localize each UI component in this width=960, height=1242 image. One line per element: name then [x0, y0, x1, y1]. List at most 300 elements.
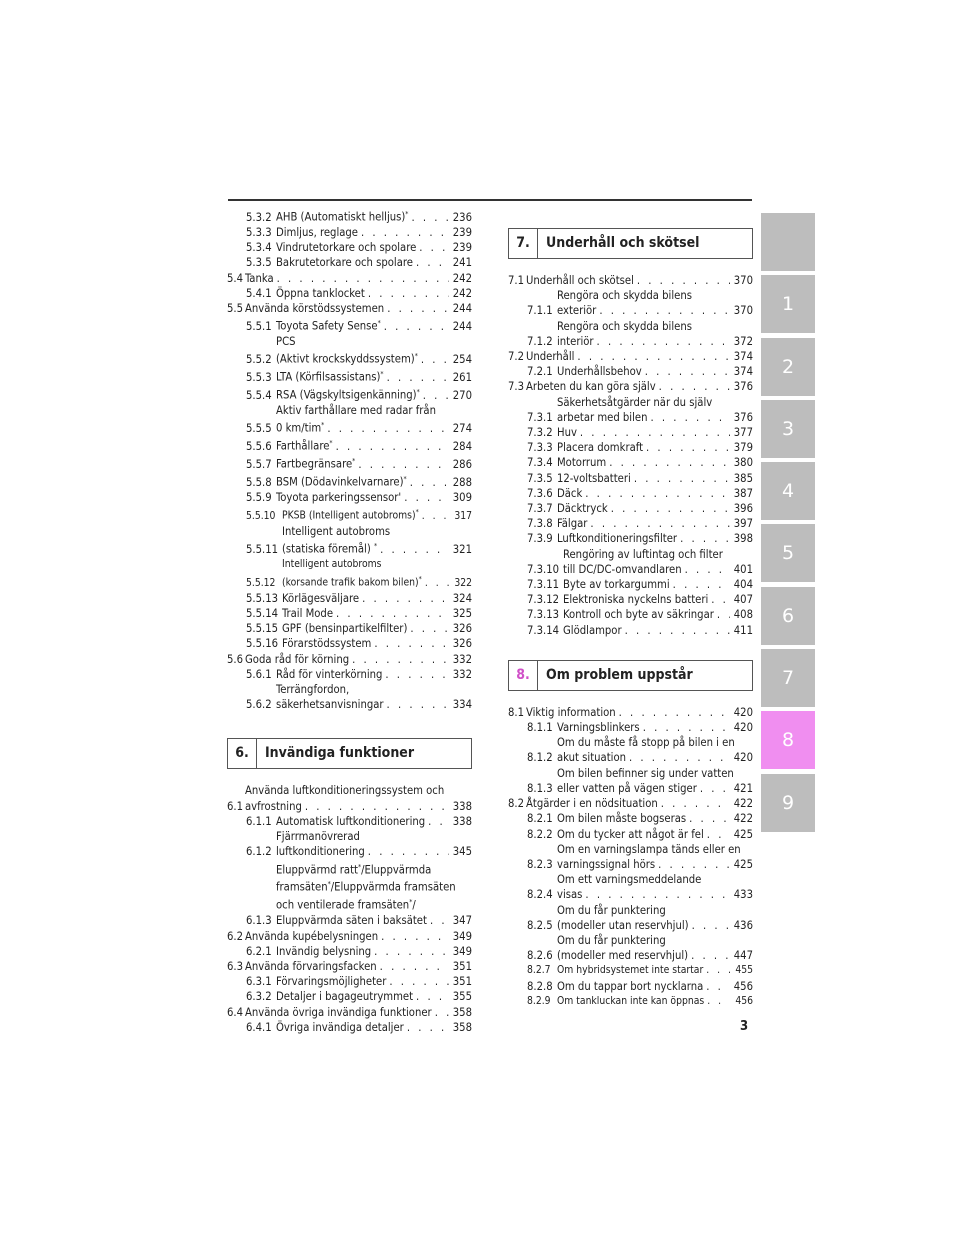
toc-entry[interactable] — [227, 1020, 472, 1035]
entry-number: 8.1 — [508, 705, 525, 719]
entry-page: 376 — [733, 410, 753, 424]
chapter-tab-2[interactable]: 2 — [761, 338, 815, 396]
toc-entry[interactable] — [508, 592, 753, 607]
leader-dots — [643, 720, 730, 735]
entry-title: Motorrum — [557, 456, 607, 470]
entry-page: 425 — [733, 857, 753, 871]
entry-number: 5.6 — [227, 652, 244, 666]
entry-page: 376 — [733, 380, 753, 394]
entry-number: 8.1.2 — [527, 751, 553, 765]
entry-page: 455 — [735, 964, 753, 977]
entry-page: 244 — [452, 319, 472, 333]
toc-entry[interactable] — [508, 607, 753, 622]
entry-number: 5.6.1 — [246, 667, 272, 681]
leader-dots — [385, 667, 449, 682]
entry-title: (Aktivt krockskyddssystem)* — [276, 352, 418, 367]
entry-title: (modeller med reservhjul) — [557, 949, 689, 963]
toc-entry[interactable] — [508, 319, 753, 349]
chapter-tab-blank[interactable] — [761, 213, 815, 271]
entry-number: 7.3.3 — [527, 441, 553, 455]
toc-list-5 — [227, 207, 472, 712]
entry-page: 326 — [452, 637, 472, 651]
entry-title: Om en varningslampa tänds eller en — [557, 842, 741, 856]
toc-entry[interactable] — [508, 516, 753, 531]
toc-entry[interactable] — [508, 395, 753, 425]
entry-title: Fjärrmanövrerad — [276, 830, 360, 844]
entry-number: 5.6.2 — [246, 698, 272, 712]
entry-number: 7.1.1 — [527, 304, 553, 318]
entry-number: 6.1.3 — [246, 914, 272, 928]
entry-title: Fartbegränsare* — [276, 457, 356, 471]
section-number: 7. — [509, 229, 538, 258]
leader-dots — [689, 811, 730, 826]
entry-title: Terrängfordon, — [276, 683, 350, 697]
entry-number: 6.2.1 — [246, 944, 272, 958]
entry-title: PKSB (Intelligent autobroms)* — [282, 508, 419, 522]
leader-dots — [634, 471, 730, 486]
toc-left-column — [227, 207, 472, 1035]
entry-title: Fälgar — [557, 517, 588, 531]
toc-entry[interactable] — [227, 505, 472, 524]
toc-entry[interactable] — [508, 903, 753, 933]
toc-entry[interactable] — [508, 872, 753, 902]
entry-title: Om du måste få stopp på bilen i en — [557, 736, 735, 750]
entry-title: Säkerhetsåtgärder när du själv — [557, 395, 713, 409]
leader-dots — [425, 576, 449, 591]
entry-title: Om du tappar bort nycklarna — [557, 979, 704, 993]
entry-number: 7.1 — [508, 274, 525, 287]
entry-title: Glödlampor — [563, 623, 622, 637]
leader-dots — [368, 844, 449, 859]
toc-entry[interactable] — [227, 959, 472, 974]
toc-entry[interactable] — [508, 705, 753, 720]
toc-entry[interactable] — [508, 440, 753, 455]
entry-page: 387 — [733, 486, 753, 500]
toc-entry[interactable] — [508, 273, 753, 288]
entry-page: 254 — [452, 353, 472, 367]
entry-number: 5.5.5 — [246, 422, 272, 436]
entry-page: 456 — [735, 994, 753, 1007]
entry-title: arbetar med bilen — [557, 410, 648, 424]
toc-entry[interactable] — [227, 403, 472, 436]
entry-title: och ventilerade framsäten*/ — [276, 898, 416, 913]
entry-number: 5.4.1 — [246, 286, 272, 300]
leader-dots — [691, 948, 730, 963]
entry-page: 236 — [452, 210, 472, 224]
toc-entry[interactable] — [508, 455, 753, 470]
entry-title: Eluppvärmda säten i baksätet — [276, 914, 427, 928]
entry-page: 374 — [733, 365, 753, 379]
toc-entry[interactable] — [508, 531, 753, 546]
entry-title: Elektroniska nyckelns batteri — [563, 593, 709, 607]
toc-entry[interactable] — [227, 436, 472, 454]
entry-title: till DC/DC-omvandlaren — [563, 562, 682, 576]
entry-number: 5.5.4 — [246, 388, 272, 402]
leader-dots — [422, 509, 449, 524]
leader-dots — [352, 652, 449, 667]
section-number: 6. — [228, 739, 257, 768]
toc-entry[interactable] — [227, 621, 472, 636]
entry-page: 420 — [733, 721, 753, 735]
toc-list-8 — [508, 705, 753, 1009]
leader-dots — [585, 486, 730, 501]
leader-dots — [717, 607, 730, 622]
entry-page: 239 — [452, 225, 472, 239]
chapter-tab-9[interactable]: 9 — [761, 774, 815, 832]
entry-title: Intelligent autobroms — [282, 524, 391, 538]
toc-entry[interactable] — [508, 735, 753, 765]
leader-dots — [597, 334, 730, 349]
entry-page: 332 — [452, 652, 472, 666]
entry-title: Om bilen måste bogseras — [557, 812, 687, 826]
toc-entry[interactable] — [227, 367, 472, 385]
entry-title: Åtgärder i en nödsituation — [526, 797, 658, 811]
entry-page: 456 — [733, 979, 753, 993]
entry-page: 286 — [452, 457, 472, 471]
entry-title: Toyota parkeringssensor' — [276, 491, 402, 505]
toc-entry[interactable] — [227, 454, 472, 472]
leader-dots — [637, 273, 730, 288]
toc-entry[interactable] — [508, 842, 753, 872]
toc-entry[interactable] — [508, 577, 753, 592]
entry-number: 7.3.11 — [527, 578, 560, 592]
leader-dots — [277, 271, 449, 286]
entry-number: 8.2 — [508, 797, 525, 811]
chapter-tab-7[interactable]: 7 — [761, 649, 815, 707]
toc-entry[interactable] — [227, 989, 472, 1004]
entry-number: 7.3.8 — [527, 517, 553, 531]
toc-entry[interactable] — [508, 623, 753, 638]
toc-entry[interactable] — [227, 524, 472, 557]
entry-title: Använda övriga invändiga funktioner — [245, 1005, 432, 1019]
entry-title: Arbeten du kan göra själv — [526, 380, 656, 394]
entry-number: 5.3.3 — [246, 225, 272, 239]
entry-title: akut situation — [557, 751, 626, 765]
entry-page: 422 — [733, 812, 753, 826]
entry-title: 12-voltsbatteri — [557, 471, 631, 485]
chapter-tab-3[interactable]: 3 — [761, 400, 815, 458]
leader-dots — [609, 455, 730, 470]
entry-title: Övriga invändiga detaljer — [276, 1020, 404, 1034]
entry-page: 377 — [733, 426, 753, 440]
toc-entry[interactable] — [227, 606, 472, 621]
entry-title: Om tankluckan inte kan öppnas — [557, 994, 705, 1007]
entry-title: BSM (Dödavinkelvarnare)* — [276, 475, 407, 489]
leader-dots — [327, 421, 449, 436]
leader-dots — [692, 918, 730, 933]
entry-title: Luftkonditioneringsfilter — [557, 532, 678, 546]
entry-page: 372 — [733, 334, 753, 348]
toc-entry[interactable] — [508, 994, 753, 1009]
toc-entry[interactable] — [508, 486, 753, 501]
entry-page: 338 — [452, 814, 472, 828]
entry-page: 436 — [733, 918, 753, 932]
toc-entry[interactable] — [227, 490, 472, 505]
entry-number: 8.2.4 — [527, 888, 553, 902]
leader-dots — [336, 606, 449, 621]
toc-entry[interactable] — [227, 271, 472, 286]
entry-number: 7.3.2 — [527, 426, 553, 440]
entry-page: 274 — [452, 422, 472, 436]
entry-title: Eluppvärmd ratt*/Eluppvärmda — [276, 862, 432, 877]
entry-title: Om bilen befinner sig under vatten — [557, 766, 734, 780]
entry-page: 380 — [733, 456, 753, 470]
entry-page: 358 — [452, 1020, 472, 1034]
leader-dots — [361, 225, 449, 240]
entry-page: 358 — [452, 1005, 472, 1019]
entry-title: LTA (Körfilsassistans)* — [276, 370, 384, 384]
toc-entry[interactable] — [508, 979, 753, 994]
chapter-tab-1[interactable]: 1 — [761, 275, 815, 333]
entry-number: 8.2.2 — [527, 827, 553, 841]
entry-number: 7.3.1 — [527, 410, 553, 424]
entry-number: 6.3.1 — [246, 975, 272, 989]
toc-entry[interactable] — [227, 557, 472, 591]
entry-page: 322 — [454, 576, 472, 589]
toc-entry[interactable] — [508, 547, 753, 577]
entry-page: 349 — [452, 944, 472, 958]
entry-number: 5.5.13 — [246, 591, 279, 605]
entry-title: exteriör — [557, 304, 597, 318]
leader-dots — [305, 799, 449, 814]
entry-title: varningssignal hörs — [557, 857, 656, 871]
leader-dots — [706, 979, 730, 994]
entry-title: Vindrutetorkare och spolare — [276, 241, 417, 255]
entry-page: 397 — [733, 517, 753, 531]
entry-page: 338 — [452, 799, 472, 813]
entry-number: 6.4.1 — [246, 1020, 272, 1034]
toc-entry[interactable] — [227, 334, 472, 367]
chapter-tabs — [761, 213, 815, 836]
entry-number: 6.1.1 — [246, 814, 272, 828]
leader-dots — [706, 963, 730, 978]
leader-dots — [387, 697, 449, 712]
toc-list-7 — [508, 273, 753, 638]
leader-dots — [700, 781, 730, 796]
entry-number: 7.3.4 — [527, 456, 553, 470]
toc-entry[interactable] — [227, 240, 472, 255]
toc-entry[interactable] — [227, 301, 472, 316]
entry-title: Underhåll — [526, 350, 575, 364]
entry-number: 6.3 — [227, 959, 244, 973]
toc-entry[interactable] — [227, 829, 472, 859]
toc-entry[interactable] — [227, 974, 472, 989]
leader-dots — [387, 301, 449, 316]
entry-title: PCS — [276, 335, 296, 349]
entry-number: 7.3.10 — [527, 562, 560, 576]
entry-number: 5.5.7 — [246, 457, 272, 471]
entry-title: Om hybridsystemet inte startar — [557, 964, 704, 977]
toc-entry[interactable] — [508, 379, 753, 394]
entry-page: 325 — [452, 607, 472, 621]
toc-right-column — [508, 228, 753, 1009]
toc-entry[interactable] — [227, 225, 472, 240]
entry-title: 0 km/tim* — [276, 421, 325, 436]
toc-entry[interactable] — [227, 255, 472, 270]
toc-entry[interactable] — [227, 286, 472, 301]
toc-entry[interactable] — [508, 720, 753, 735]
entry-number: 6.2 — [227, 929, 244, 943]
toc-entry[interactable] — [508, 364, 753, 379]
toc-entry[interactable] — [508, 827, 753, 842]
entry-title: avfrostning — [245, 799, 302, 813]
entry-title: Underhåll och skötsel — [526, 274, 634, 287]
toc-entry[interactable] — [227, 814, 472, 829]
entry-page: 261 — [452, 370, 472, 384]
toc-entry[interactable] — [508, 796, 753, 811]
entry-title: framsäten*/Eluppvärmda framsäten — [276, 880, 456, 895]
toc-entry[interactable] — [227, 207, 472, 225]
leader-dots — [707, 827, 730, 842]
toc-entry[interactable] — [227, 652, 472, 667]
entry-title: säkerhetsanvisningar — [276, 698, 384, 712]
toc-entry[interactable] — [508, 501, 753, 516]
leader-dots — [577, 349, 730, 364]
toc-entry[interactable] — [227, 1005, 472, 1020]
toc-entry[interactable] — [508, 811, 753, 826]
leader-dots — [685, 562, 730, 577]
entry-title: Bakrutetorkare och spolare — [276, 256, 413, 270]
entry-number: 5.5 — [227, 301, 244, 315]
entry-title: Underhållsbehov — [557, 365, 642, 379]
entry-number: 7.3.5 — [527, 471, 553, 485]
entry-number: 8.2.1 — [527, 812, 553, 826]
entry-title: luftkonditionering — [276, 845, 365, 859]
entry-page: 334 — [452, 698, 472, 712]
entry-number: 5.5.10 — [246, 509, 276, 522]
toc-entry[interactable] — [508, 349, 753, 364]
entry-title: RSA (Vägskyltsigenkänning)* — [276, 388, 420, 402]
toc-entry[interactable] — [227, 783, 472, 813]
section-title: Underhåll och skötsel — [546, 234, 700, 251]
toc-entry[interactable] — [508, 288, 753, 318]
entry-page: 345 — [452, 845, 472, 859]
leader-dots — [410, 621, 449, 636]
chapter-tab-4[interactable]: 4 — [761, 462, 815, 520]
entry-title: Rengöring av luftintag och filter — [563, 547, 723, 561]
entry-title: Om du får punktering — [557, 933, 666, 947]
toc-entry[interactable] — [227, 682, 472, 712]
leader-dots — [384, 319, 449, 334]
entry-title: (korsande trafik bakom bilen)* — [282, 575, 422, 589]
entry-title: Använda körstödssystemen — [245, 301, 385, 315]
entry-title: Invändig belysning — [276, 944, 372, 958]
entry-title: GPF (bensinpartikelfilter) — [282, 622, 408, 636]
entry-page: 421 — [733, 781, 753, 795]
leader-dots — [387, 370, 449, 385]
entry-number: 7.3.13 — [527, 608, 560, 622]
leader-dots — [421, 352, 449, 367]
entry-title: Rengöra och skydda bilens — [557, 289, 692, 303]
section-header-6 — [227, 738, 472, 769]
leader-dots — [416, 989, 449, 1004]
section-number: 8. — [509, 661, 538, 690]
entry-page: 244 — [452, 301, 472, 315]
entry-number: 5.5.11 — [246, 542, 279, 556]
toc-entry[interactable] — [508, 425, 753, 440]
toc-entry[interactable] — [227, 929, 472, 944]
leader-dots — [374, 636, 449, 651]
toc-entry[interactable] — [227, 636, 472, 651]
toc-entry[interactable] — [227, 316, 472, 334]
entry-page: 398 — [733, 532, 753, 546]
entry-title: Körlägesväljare — [282, 591, 360, 605]
top-rule — [228, 199, 752, 201]
entry-title: Goda råd för körning — [245, 652, 350, 666]
toc-entry[interactable] — [508, 471, 753, 486]
entry-page: 420 — [733, 751, 753, 765]
entry-page: 422 — [733, 797, 753, 811]
leader-dots — [650, 410, 730, 425]
entry-title: Förvaringsmöjligheter — [276, 975, 387, 989]
leader-dots — [707, 994, 730, 1009]
entry-title: Om du får punktering — [557, 903, 666, 917]
toc-entry[interactable] — [227, 667, 472, 682]
leader-dots — [590, 516, 730, 531]
entry-page: 355 — [452, 990, 472, 1004]
entry-number: 5.5.3 — [246, 370, 272, 384]
leader-dots — [661, 796, 730, 811]
entry-number: 8.2.7 — [527, 964, 551, 977]
toc-entry[interactable] — [227, 385, 472, 403]
toc-list-6 — [227, 783, 472, 1034]
chapter-tab-5[interactable]: 5 — [761, 524, 815, 582]
entry-page: 385 — [733, 471, 753, 485]
entry-page: 324 — [452, 591, 472, 605]
toc-entry[interactable] — [508, 933, 753, 963]
leader-dots — [407, 1020, 449, 1035]
entry-number: 6.1 — [227, 799, 244, 813]
chapter-tab-6[interactable]: 6 — [761, 587, 815, 645]
entry-number: 7.3 — [508, 380, 525, 394]
entry-number: 5.5.9 — [246, 491, 272, 505]
entry-title: AHB (Automatiskt helljus)* — [276, 210, 409, 224]
entry-page: 370 — [733, 304, 753, 318]
entry-page: 370 — [733, 274, 753, 287]
entry-page: 425 — [733, 827, 753, 841]
toc-entry[interactable] — [508, 963, 753, 978]
entry-number: 5.3.4 — [246, 241, 272, 255]
entry-number: 5.5.1 — [246, 319, 272, 333]
leader-dots — [423, 388, 449, 403]
entry-title: Använda förvaringsfacken — [245, 959, 377, 973]
toc-entry[interactable] — [227, 944, 472, 959]
entry-page: 433 — [733, 888, 753, 902]
leader-dots — [428, 814, 449, 829]
entry-page: 270 — [452, 388, 472, 402]
entry-title: Använda luftkonditioneringssystem och — [245, 784, 445, 798]
leader-dots — [619, 705, 730, 720]
entry-title: Använda kupébelysningen — [245, 929, 379, 943]
entry-page: 317 — [454, 509, 472, 522]
leader-dots — [389, 974, 449, 989]
entry-page: 404 — [733, 578, 753, 592]
toc-entry[interactable] — [508, 766, 753, 796]
entry-title: Placera domkraft — [557, 441, 644, 455]
toc-entry[interactable] — [227, 591, 472, 606]
entry-page: 326 — [452, 622, 472, 636]
leader-dots — [419, 240, 449, 255]
toc-entry[interactable] — [227, 472, 472, 490]
leader-dots — [374, 944, 449, 959]
leader-dots — [680, 531, 730, 546]
leader-dots — [410, 475, 449, 490]
entry-number: 8.2.5 — [527, 918, 553, 932]
leader-dots — [599, 303, 730, 318]
leader-dots — [629, 750, 730, 765]
chapter-tab-8[interactable]: 8 — [761, 711, 815, 769]
toc-entry[interactable] — [227, 860, 472, 929]
